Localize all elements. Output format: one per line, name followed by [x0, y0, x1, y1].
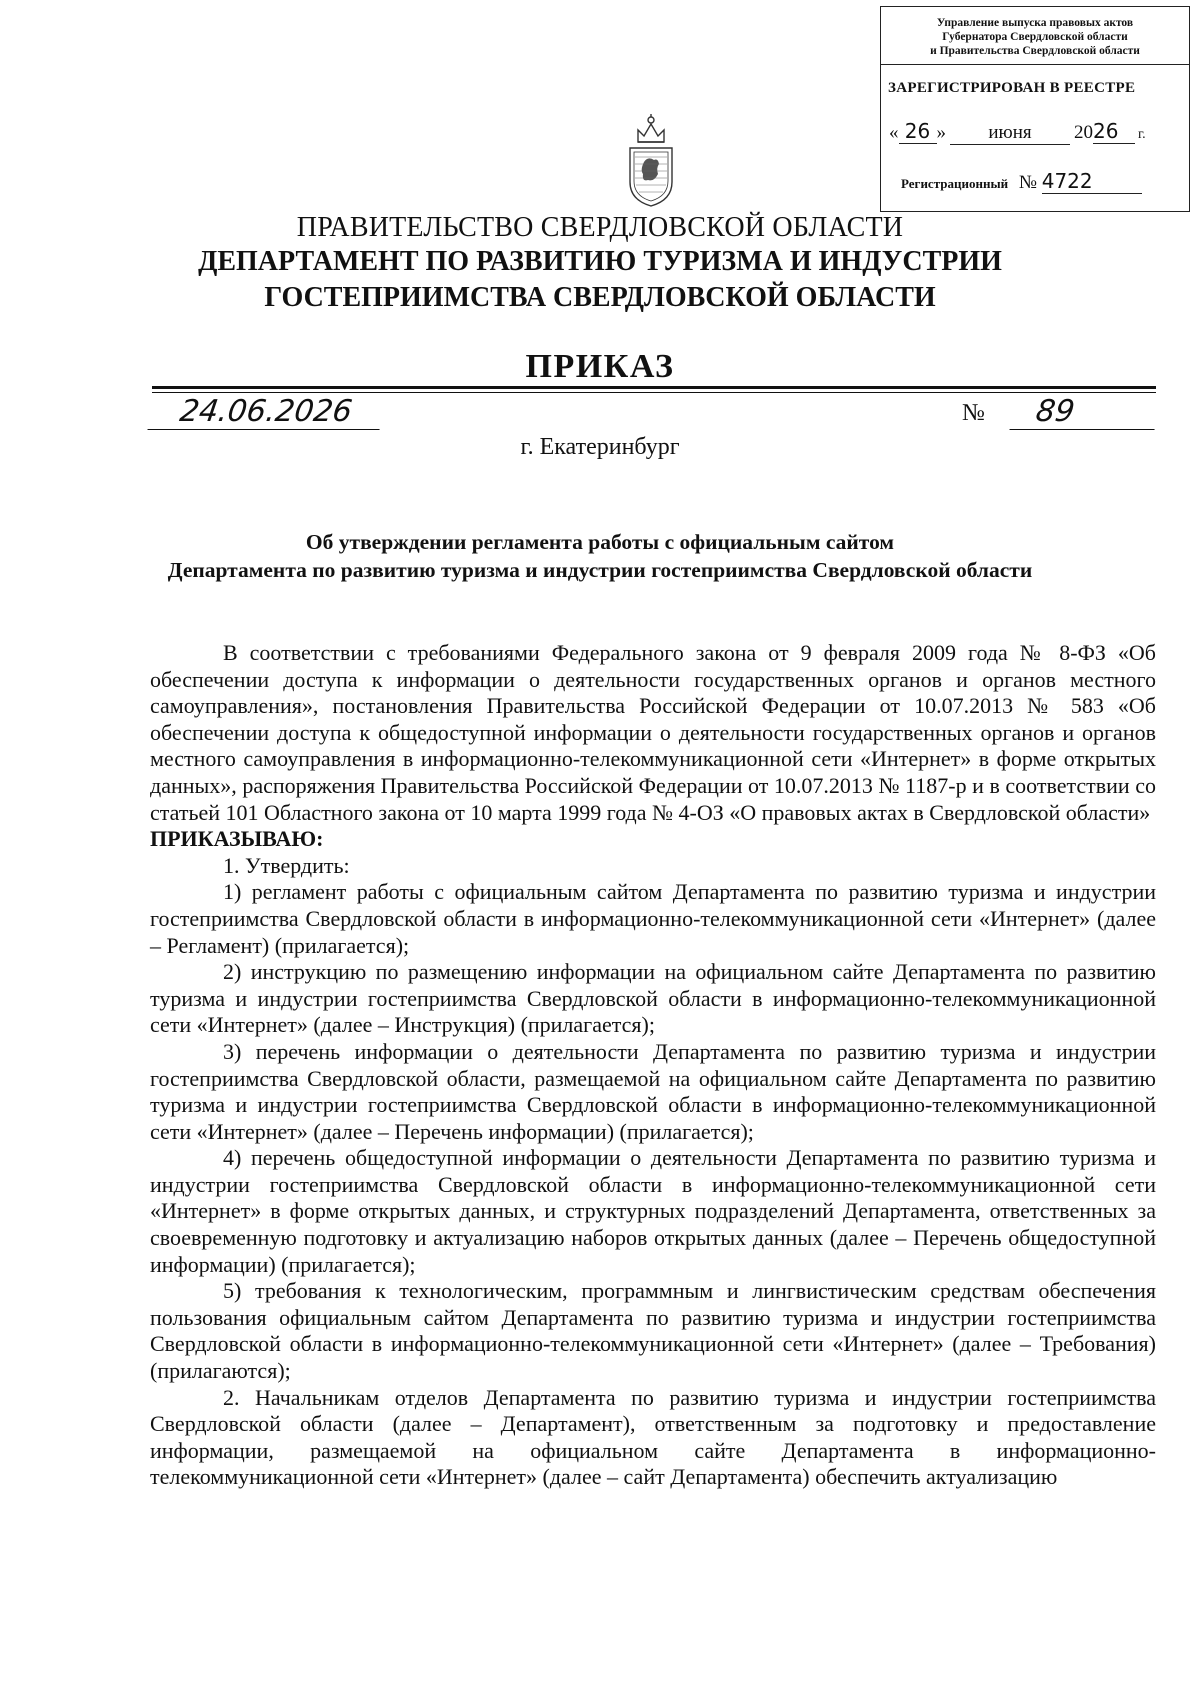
stamp-header-line: Управление выпуска правовых актов — [936, 17, 1134, 29]
registration-year-prefix: 20 — [1074, 122, 1093, 143]
registration-stamp — [880, 6, 1190, 212]
subitem-4: 4) перечень общедоступной информации о деятельности Департамента по развитию туризма и индустрии гостеприимства Свердловской области в информационно-телекоммуникационной сети «Интернет» в форме открытых данных, и структурных подразделений Департамента, ответственных за своевременную подготовку и актуализацию наборов открытых данных (далее – Перечень общедоступной информации) (прилагается); — [150, 1145, 1156, 1277]
registration-number-row — [901, 169, 1142, 194]
stamp-header-line: и Правительства Свердловской области — [930, 45, 1140, 57]
registration-number-sign: № — [1018, 172, 1037, 193]
registration-stamp-header — [881, 7, 1189, 65]
registration-year-suffix: 26 — [1093, 119, 1135, 144]
subitem-1: 1) регламент работы с официальным сайтом Департамента по развитию туризма и индустрии гостеприимства Свердловской области в информационно-телекоммуникационной сети «Интернет» (далее – Регламент) (прилагается); — [150, 879, 1156, 958]
registration-number: 4722 — [1042, 169, 1142, 194]
header-rule-thin — [152, 392, 1156, 393]
department-title-line2: ГОСТЕПРИИМСТВА СВЕРДЛОВСКОЙ ОБЛАСТИ — [264, 282, 936, 313]
stamp-header-line: Губернатора Свердловской области — [942, 31, 1128, 43]
registration-year-unit: г. — [1138, 127, 1146, 142]
subitem-2: 2) инструкцию по размещению информации на официальном сайте Департамента по развитию туризма и индустрии гостеприимства Свердловской области в информационно-телекоммуникационной сети «Интернет» (далее – Инструкция) (прилагается); — [150, 959, 1156, 1038]
order-body — [150, 640, 1156, 1491]
preamble-paragraph: В соответствии с требованиями Федерального закона от 9 февраля 2009 года № 8-ФЗ «Об обеспечении доступа к информации о деятельности государственных органов и органов местного самоуправления», постановления Правительства Российской Федерации от 10.07.2013 № 583 «Об обеспечении доступа к общедоступной информации о деятельности государственных органов и органов местного самоуправления в информационно-телекоммуникационной сети «Интернет» в форме открытых данных», распоряжения Правительства Российской Федерации от 10.07.2013 № 1187-р и в соответствии со статьей 101 Областного закона от 10 марта 1999 года № 4-ОЗ «О правовых актах в Свердловской области» — [150, 640, 1156, 825]
order-number: 89 — [1009, 394, 1159, 430]
registration-day: 26 — [899, 119, 937, 144]
subitem-3: 3) перечень информации о деятельности Департамента по развитию туризма и индустрии гостеприимства Свердловской области, размещаемой на официальном сайте Департамента по развитию туризма и индустрии гостеприимства Свердловской области в информационно-телекоммуникационной сети «Интернет» (далее – Перечень информации) (прилагается); — [150, 1038, 1156, 1144]
order-date: 24.06.2026 — [147, 394, 384, 430]
department-title-line1: ДЕПАРТАМЕНТ ПО РАЗВИТИЮ ТУРИЗМА И ИНДУСТРИИ — [198, 246, 1002, 277]
order-city: г. Екатеринбург — [520, 434, 680, 460]
date-close-quote: » — [936, 122, 946, 143]
order-word: ПРИКАЗЫВАЮ: — [150, 826, 324, 852]
registration-date-row — [889, 119, 1146, 145]
item-1: 1. Утвердить: — [223, 852, 350, 878]
date-open-quote: « — [889, 122, 899, 143]
government-title: ПРАВИТЕЛЬСТВО СВЕРДЛОВСКОЙ ОБЛАСТИ — [296, 212, 904, 243]
item-2: 2. Начальникам отделов Департамента по развитию туризма и индустрии гостеприимства Свердловской области (далее – Департамент), ответственным за подготовку и предоставление информации, размещаемой на официальном сайте Департамента в информационно-телекоммуникационной сети «Интернет» (далее – сайт Департамента) обеспечить актуализацию — [150, 1384, 1156, 1490]
registration-stamp-title: ЗАРЕГИСТРИРОВАН В РЕЕСТРЕ — [888, 80, 1136, 96]
coat-of-arms-icon — [626, 112, 676, 208]
header-rule-thick — [152, 386, 1156, 389]
order-subject-line1: Об утверждении регламента работы с официальным сайтом — [305, 530, 895, 554]
subitem-5: 5) требования к технологическим, программным и лингвистическим средствам обеспечения пользования официальным сайтом Департамента по развитию туризма и индустрии гостеприимства Свердловской области в информационно-телекоммуникационной сети «Интернет» (далее – Требования) (прилагаются); — [150, 1278, 1156, 1384]
registration-number-label: Регистрационный — [901, 176, 1009, 191]
order-subject-line2: Департамента по развитию туризма и индустрии гостеприимства Свердловской области — [167, 558, 1033, 582]
registration-month: июня — [950, 122, 1070, 145]
document-type-title: ПРИКАЗ — [525, 348, 675, 385]
order-number-label: № — [962, 400, 985, 426]
